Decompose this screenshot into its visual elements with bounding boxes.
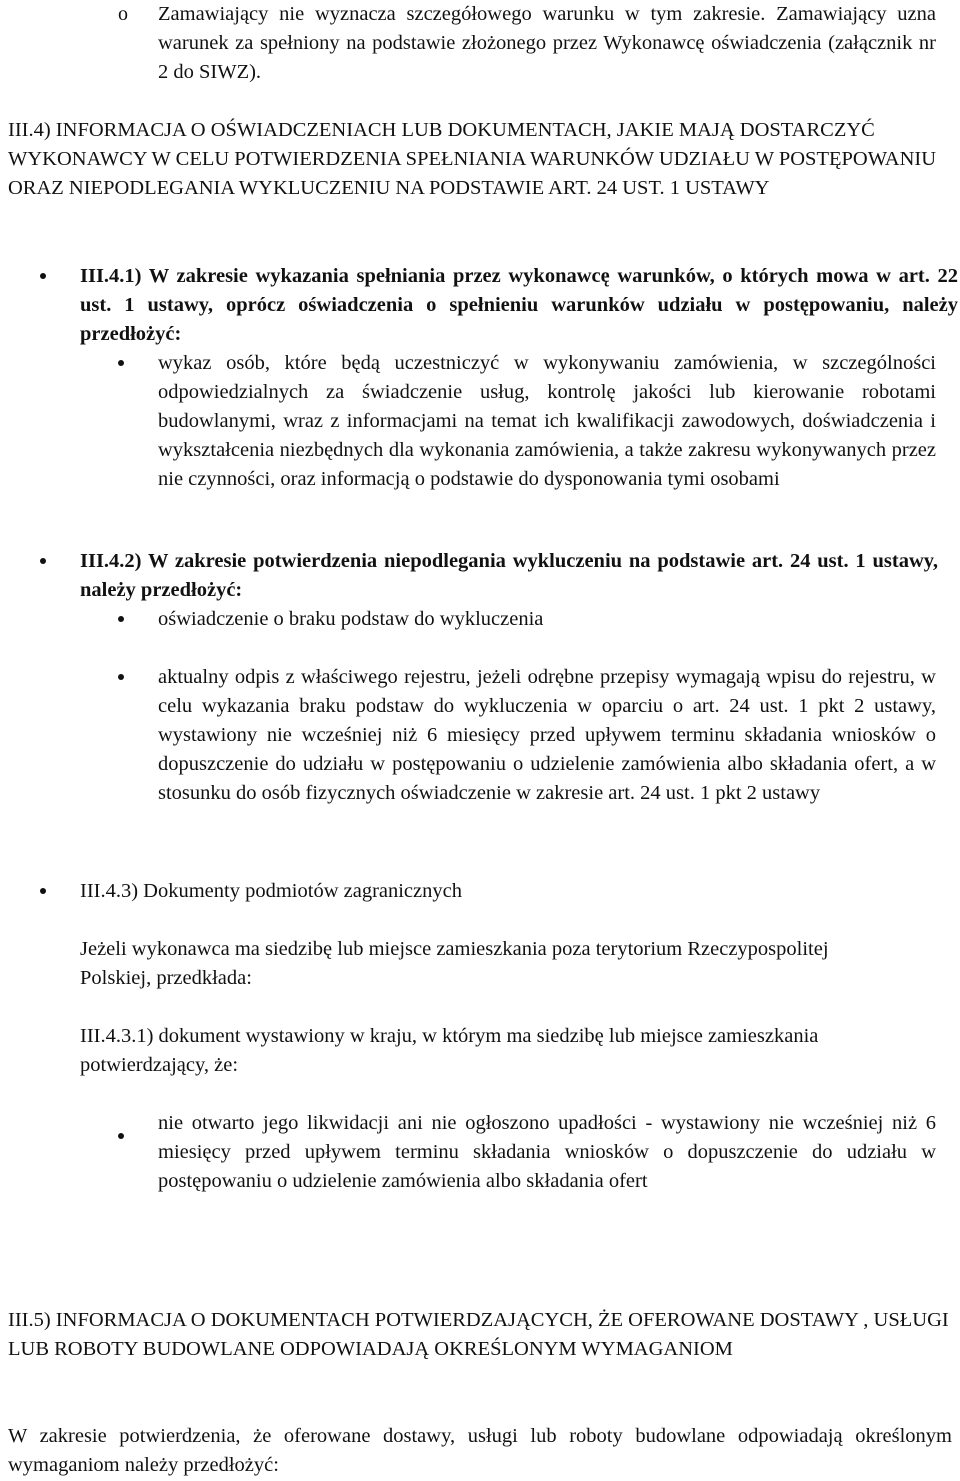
list-item: nie otwarto jego likwidacji ani nie ogłoszono upadłości - wystawiony nie wcześniej niż 6 miesięcy przed upływem terminu składania wniosków o dopuszczenie do udziału w postępowaniu o udzielenie zamówienia albo składania ofert	[158, 1112, 936, 1192]
bullet-icon	[118, 1133, 124, 1139]
subsection-iii-4-3-title: III.4.3) Dokumenty podmiotów zagranicznych	[80, 880, 462, 902]
section-heading-iii-4: III.4) INFORMACJA O OŚWIADCZENIACH LUB DOKUMENTACH, JAKIE MAJĄ DOSTARCZYĆ WYKONAWCY W CELU POTWIERDZENIA SPEŁNIANIA WARUNKÓW UDZIAŁU W POSTĘPOWANIU ORAZ NIEPODLEGANIA WYKLUCZENIU NA PODSTAWIE ART. 24 UST. 1 USTAWY	[8, 119, 937, 199]
bullet-icon	[118, 360, 124, 366]
list-item: wykaz osób, które będą uczestniczyć w wykonywaniu zamówienia, w szczególności odpowiedzialnych za świadczenie usług, kontrolę jakości lub kierowanie robotami budowlanymi, wraz z informacjami na temat ich kwalifikacji zawodowych, doświadczenia i wykształcenia niezbędnych dla wykonania zamówienia, a także zakresu wykonywanych przez nie czynności, oraz informacją o podstawie do dysponowania tymi osobami	[158, 352, 936, 490]
section-heading-iii-5: III.5) INFORMACJA O DOKUMENTACH POTWIERDZAJĄCYCH, ŻE OFEROWANE DOSTAWY , USŁUGI LUB ROBOTY BUDOWLANE ODPOWIADAJĄ OKREŚLONYM WYMAGANIOM	[8, 1309, 949, 1360]
subsection-iii-4-3-1: III.4.3.1) dokument wystawiony w kraju, w którym ma siedzibę lub miejsce zamieszkania potwierdzający, że:	[80, 1025, 819, 1076]
list-item: aktualny odpis z właściwego rejestru, jeżeli odrębne przepisy wymagają wpisu do rejestru, w celu wykazania braku podstaw do wykluczenia w oparciu o art. 24 ust. 1 pkt 2 ustawy, wystawiony nie wcześniej niż 6 miesięcy przed upływem terminu składania wniosków o dopuszczenie do udziału w postępowaniu o udzielenie zamówienia albo składania ofert, a w stosunku do osób fizycznych oświadczenie w zakresie art. 24 ust. 1 pkt 2 ustawy	[158, 666, 936, 804]
list-item: oświadczenie o braku podstaw do wykluczenia	[158, 608, 544, 630]
bullet-icon	[118, 616, 124, 622]
sub-bullet-marker: o	[118, 3, 128, 25]
subsection-iii-4-1-title: III.4.1) W zakresie wykazania spełniania przez wykonawcę warunków, o których mowa w art. 22 ust. 1 ustawy, oprócz oświadczenia o spełnieniu warunków udziału w postępowaniu, należy przedłożyć:	[80, 265, 958, 345]
intro-paragraph: Zamawiający nie wyznacza szczegółowego warunku w tym zakresie. Zamawiający uzna warunek za spełniony na podstawie złożonego przez Wykonawcę oświadczenia (załącznik nr 2 do SIWZ).	[158, 3, 936, 83]
section-iii-5-paragraph: W zakresie potwierdzenia, że oferowane dostawy, usługi lub roboty budowlane odpowiadają określonym wymaganiom należy przedłożyć:	[8, 1425, 952, 1476]
bullet-icon	[118, 674, 124, 680]
bullet-icon	[40, 888, 46, 894]
subsection-iii-4-2-title: III.4.2) W zakresie potwierdzenia niepodlegania wykluczeniu na podstawie art. 24 ust. 1 ustawy, należy przedłożyć:	[80, 550, 938, 601]
bullet-icon	[40, 558, 46, 564]
foreign-entities-lead: Jeżeli wykonawca ma siedzibę lub miejsce zamieszkania poza terytorium Rzeczypospolitej Polskiej, przedkłada:	[80, 938, 829, 989]
bullet-icon	[40, 273, 46, 279]
